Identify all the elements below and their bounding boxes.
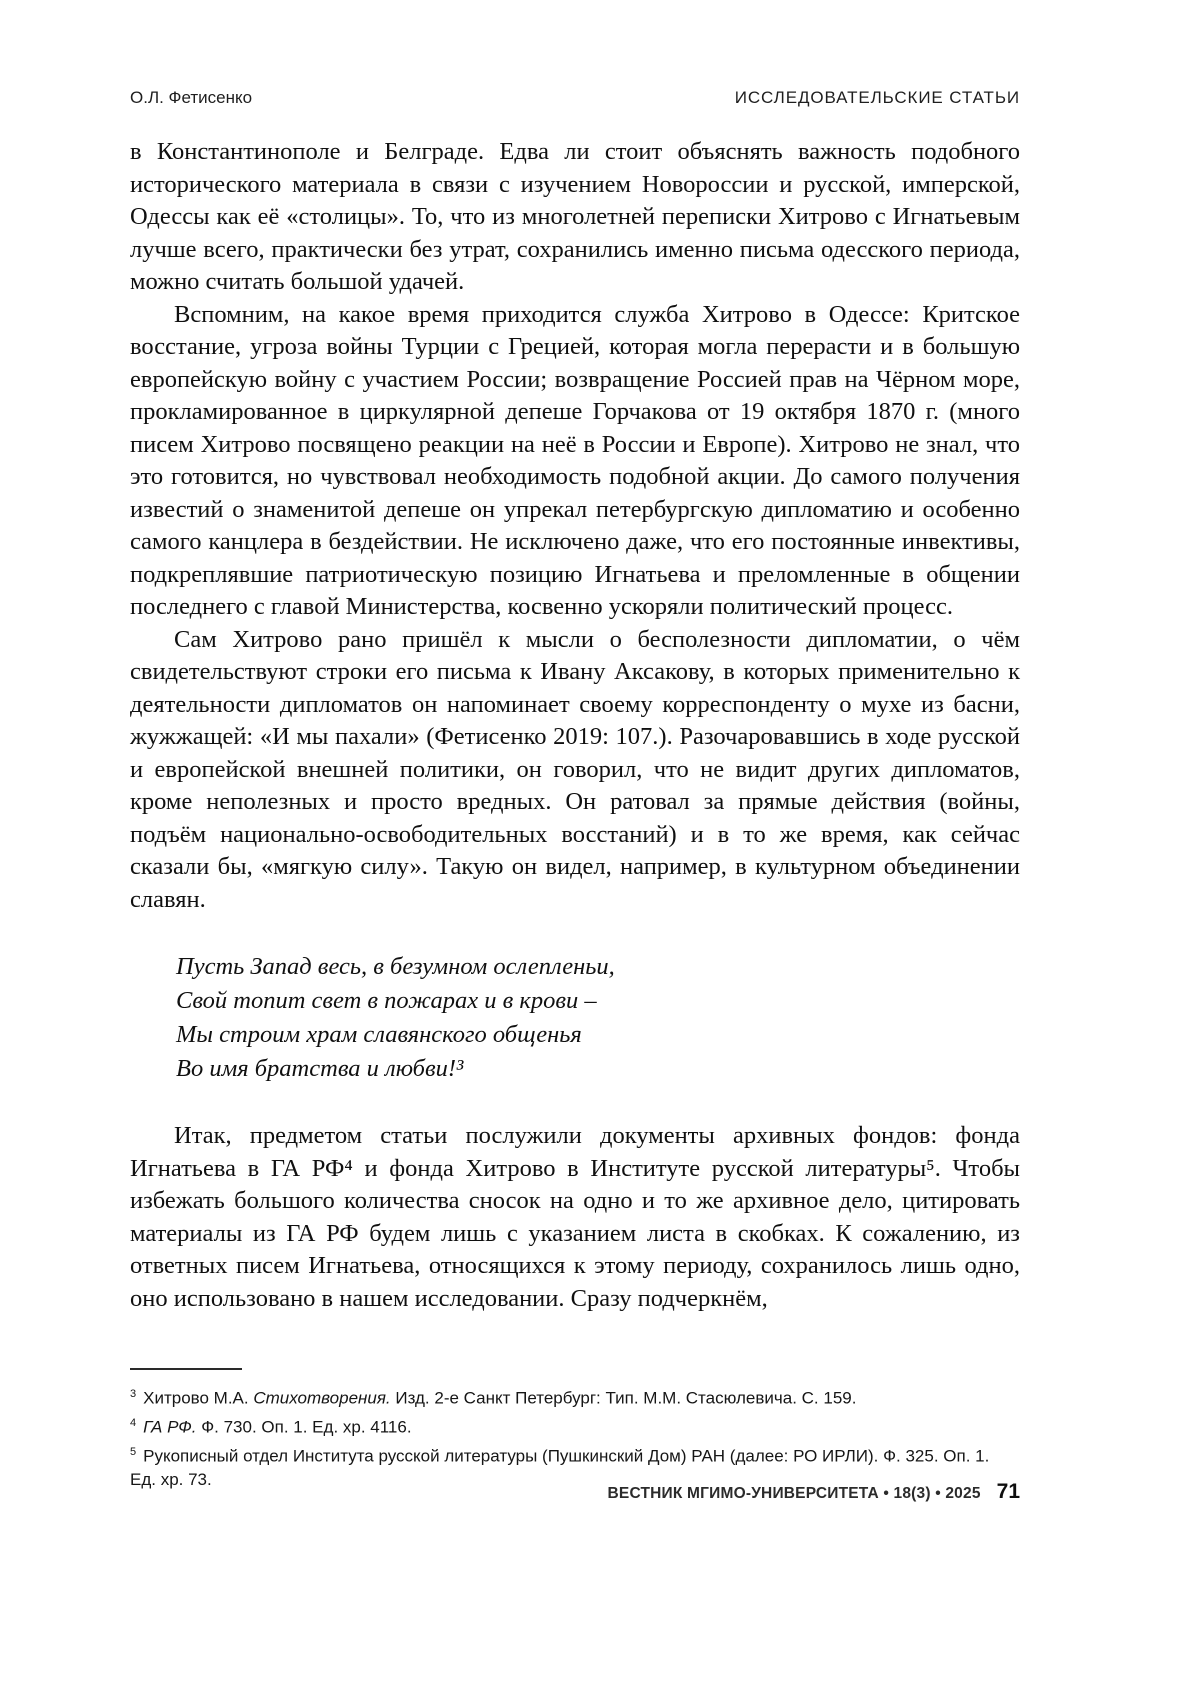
footnote-4-text-rest: Ф. 730. Оп. 1. Ед. хр. 4116. xyxy=(196,1417,412,1437)
footnote-3-text-italic: Стихотворения. xyxy=(253,1388,391,1408)
paragraph-2: Вспомним, на какое время приходится служба Хитрово в Одессе: Критское восстание, угроза войны Турции с Грецией, которая могла перерасти и в большую европейскую войну с участием России; возвращение Россией прав на Чёрном море, прокламированное в циркулярной депеше Горчакова от 19 октября 1870 г. (много писем Хитрово посвящено реакции на неё в России и Европе). Хитрово не знал, что это готовится, но чувствовал необходимость подобной акции. До самого получения известий о знаменитой депеше он упрекал петербургскую дипломатию и особенно самого канцлера в бездействии. Не исключено даже, что его постоянные инвективы, подкреплявшие патриотическую позицию Игнатьева и преломленные в общении последнего с главой Министерства, косвенно ускоряли политический процесс. xyxy=(130,300,1020,620)
verse-line-1: Пусть Запад весь, в безумном ослепленьи, xyxy=(176,953,615,980)
verse-line-4: Во имя братства и любви!³ xyxy=(176,1055,464,1082)
footnote-3-text: Хитрово М.А. xyxy=(143,1388,254,1408)
page-footer xyxy=(608,1480,1020,1504)
running-author: О.Л. Фетисенко xyxy=(130,88,253,107)
journal-title: ВЕСТНИК МГИМО-УНИВЕРСИТЕТА • 18(3) • 2025 xyxy=(607,1485,981,1502)
verse-quote xyxy=(176,950,1020,1086)
footnote-4-text-italic: ГА РФ. xyxy=(143,1417,197,1437)
paragraph-3: Сам Хитрово рано пришёл к мысли о бесполезности дипломатии, о чём свидетельствуют строки его письма к Ивану Аксакову, в которых применительно к деятельности дипломатов он напоминает своему корреспонденту о мухе из басни, жужжащей: «И мы пахали» (Фетисенко 2019: 107.). Разочаровавшись в ходе русской и европейской внешней политики, он говорил, что не видит других дипломатов, кроме неполезных и просто вредных. Он ратовал за прямые действия (войны, подъём национально-освободительных восстаний) и в то же время, как сейчас сказали бы, «мягкую силу». Такую он видел, например, в культурном объединении славян. xyxy=(130,625,1020,913)
article-body xyxy=(130,136,1020,1315)
paragraph-4: Итак, предметом статьи послужили документы архивных фондов: фонда Игнатьева в ГА РФ⁴ и фонда Хитрово в Институте русской литературы⁵. Чтобы избежать большого количества сносок на одно и то же архивное дело, цитировать материалы из ГА РФ будем лишь с указанием листа в скобках. К сожалению, из ответных писем Игнатьева, относящихся к этому периоду, сохранилось лишь одно, оно использовано в нашем исследовании. Сразу подчеркнём, xyxy=(130,1122,1020,1312)
page-header xyxy=(130,88,1020,108)
footnote-divider xyxy=(130,1368,242,1370)
footnote-4-number: 4 xyxy=(130,1417,137,1430)
footnotes-block xyxy=(130,1368,1020,1494)
footnote-4 xyxy=(130,1412,1020,1439)
paragraph-1: в Константинополе и Белграде. Едва ли стоит объяснять важность подобного исторического материала в связи с изучением Новороссии и русской, имперской, Одессы как её «столицы». То, что из многолетней переписки Хитрово с Игнатьевым лучше всего, практически без утрат, сохранились именно письма одесского периода, можно считать большой удачей. xyxy=(130,138,1020,295)
verse-line-3: Мы строим храм славянского общенья xyxy=(176,1021,582,1048)
footnote-3-text-rest: Изд. 2-е Санкт Петербург: Тип. М.М. Стасюлевича. С. 159. xyxy=(390,1388,857,1408)
footnote-3-number: 3 xyxy=(130,1388,137,1400)
footnote-5-number: 5 xyxy=(130,1446,137,1459)
verse-line-2: Свой топит свет в пожарах и в крови – xyxy=(176,987,597,1014)
footnote-5-text: Рукописный отдел Института русской литературы (Пушкинский Дом) РАН (далее: РО ИРЛИ). Ф. 325. Оп. 1. Ед. хр. 73. xyxy=(130,1446,990,1490)
running-section-title: ИССЛЕДОВАТЕЛЬСКИЕ СТАТЬИ xyxy=(734,88,1020,107)
footnote-3 xyxy=(130,1383,1020,1410)
page-number: 71 xyxy=(996,1480,1020,1503)
